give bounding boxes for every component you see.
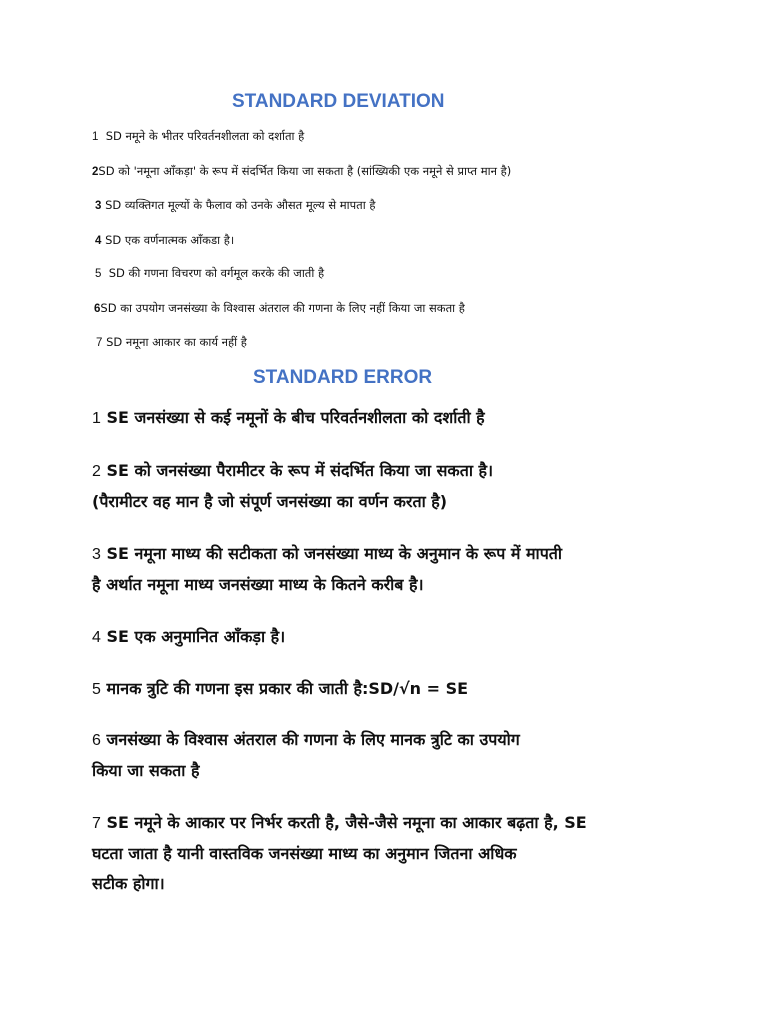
se-item-2 [92,456,722,517]
se-item-number: 4 [92,629,101,646]
se-heading: STANDARD ERROR [253,367,433,388]
se-item-7 [92,808,722,899]
sd-item-text: SD को 'नमूना आँकड़ा' के रूप में संदर्भित किया जा सकता है (सांख्यिकी एक नमूने से प्राप्त मान है) [98,164,512,178]
sd-item-6 [94,300,465,317]
se-item-text: SE नमूना माध्य की सटीकता को जनसंख्या माध्य के अनुमान के रूप में मापती [106,544,563,563]
sd-item-4 [95,232,234,249]
sd-item-text: SD नमूना आकार का कार्य नहीं है [106,335,247,349]
se-item-line: है अर्थात नमूना माध्य जनसंख्या माध्य के कितने करीब है। [92,575,424,594]
se-item-text: SE को जनसंख्या पैरामीटर के रूप में संदर्भित किया जा सकता है। [106,461,494,480]
sd-item-number: 2 [92,166,99,178]
se-item-text: जनसंख्या के विश्वास अंतराल की गणना के लिए मानक त्रुटि का उपयोग [106,730,520,749]
se-item-1 [92,403,722,434]
se-item-3 [92,539,722,600]
sd-item-text: SD व्यक्तिगत मूल्यों के फैलाव को उनके औसत मूल्य से मापता है [105,198,376,212]
sd-item-number: 5 [95,268,102,280]
se-item-line: किया जा सकता है [92,761,200,780]
se-item-line: सटीक होगा। [92,874,165,893]
se-item-text: SE नमूने के आकार पर निर्भर करती है, जैसे-जैसे नमूना का आकार बढ़ता है, SE [106,813,587,832]
sd-item-text: SD का उपयोग जनसंख्या के विश्वास अंतराल की गणना के लिए नहीं किया जा सकता है [100,301,465,315]
sd-item-1 [92,128,304,145]
sd-item-7 [96,334,247,351]
se-item-line: (पैरामीटर वह मान है जो संपूर्ण जनसंख्या का वर्णन करता है) [92,492,448,511]
se-item-text: मानक त्रुटि की गणना इस प्रकार की जाती है:SD/√n = SE [106,679,469,698]
sd-item-number: 4 [95,235,102,247]
sd-item-5 [95,265,324,282]
se-item-number: 2 [92,463,101,480]
se-item-4 [92,622,722,653]
se-item-line [92,539,722,570]
sd-heading: STANDARD DEVIATION [232,91,445,112]
se-item-line [92,725,722,756]
sd-item-number: 1 [92,131,99,143]
se-item-line [92,403,722,434]
sd-item-number: 6 [94,303,101,315]
sd-item-number: 3 [95,200,102,212]
se-item-line [92,456,722,487]
se-item-6 [92,725,722,786]
se-item-number: 7 [92,815,101,832]
sd-item-text: SD की गणना विचरण को वर्गमूल करके की जाती है [108,266,325,280]
se-item-line: घटता जाता है यानी वास्तविक जनसंख्या माध्य का अनुमान जितना अधिक [92,844,517,863]
sd-item-3 [95,197,375,214]
sd-item-text: SD एक वर्णनात्मक आँकडा है। [105,233,235,247]
se-item-number: 5 [92,681,101,698]
se-item-line [92,674,722,705]
se-item-5 [92,674,722,705]
se-item-text: SE एक अनुमानित आँकड़ा है। [106,627,286,646]
sd-item-text: SD नमूने के भीतर परिवर्तनशीलता को दर्शाता है [105,129,305,143]
se-item-number: 6 [92,732,101,749]
se-item-line [92,808,722,839]
sd-item-number: 7 [96,337,103,349]
se-item-line [92,622,722,653]
se-item-text: SE जनसंख्या से कई नमूनों के बीच परिवर्तनशीलता को दर्शाती है [106,408,485,427]
se-item-number: 3 [92,546,101,563]
se-item-number: 1 [92,410,101,427]
sd-item-2 [92,163,511,180]
